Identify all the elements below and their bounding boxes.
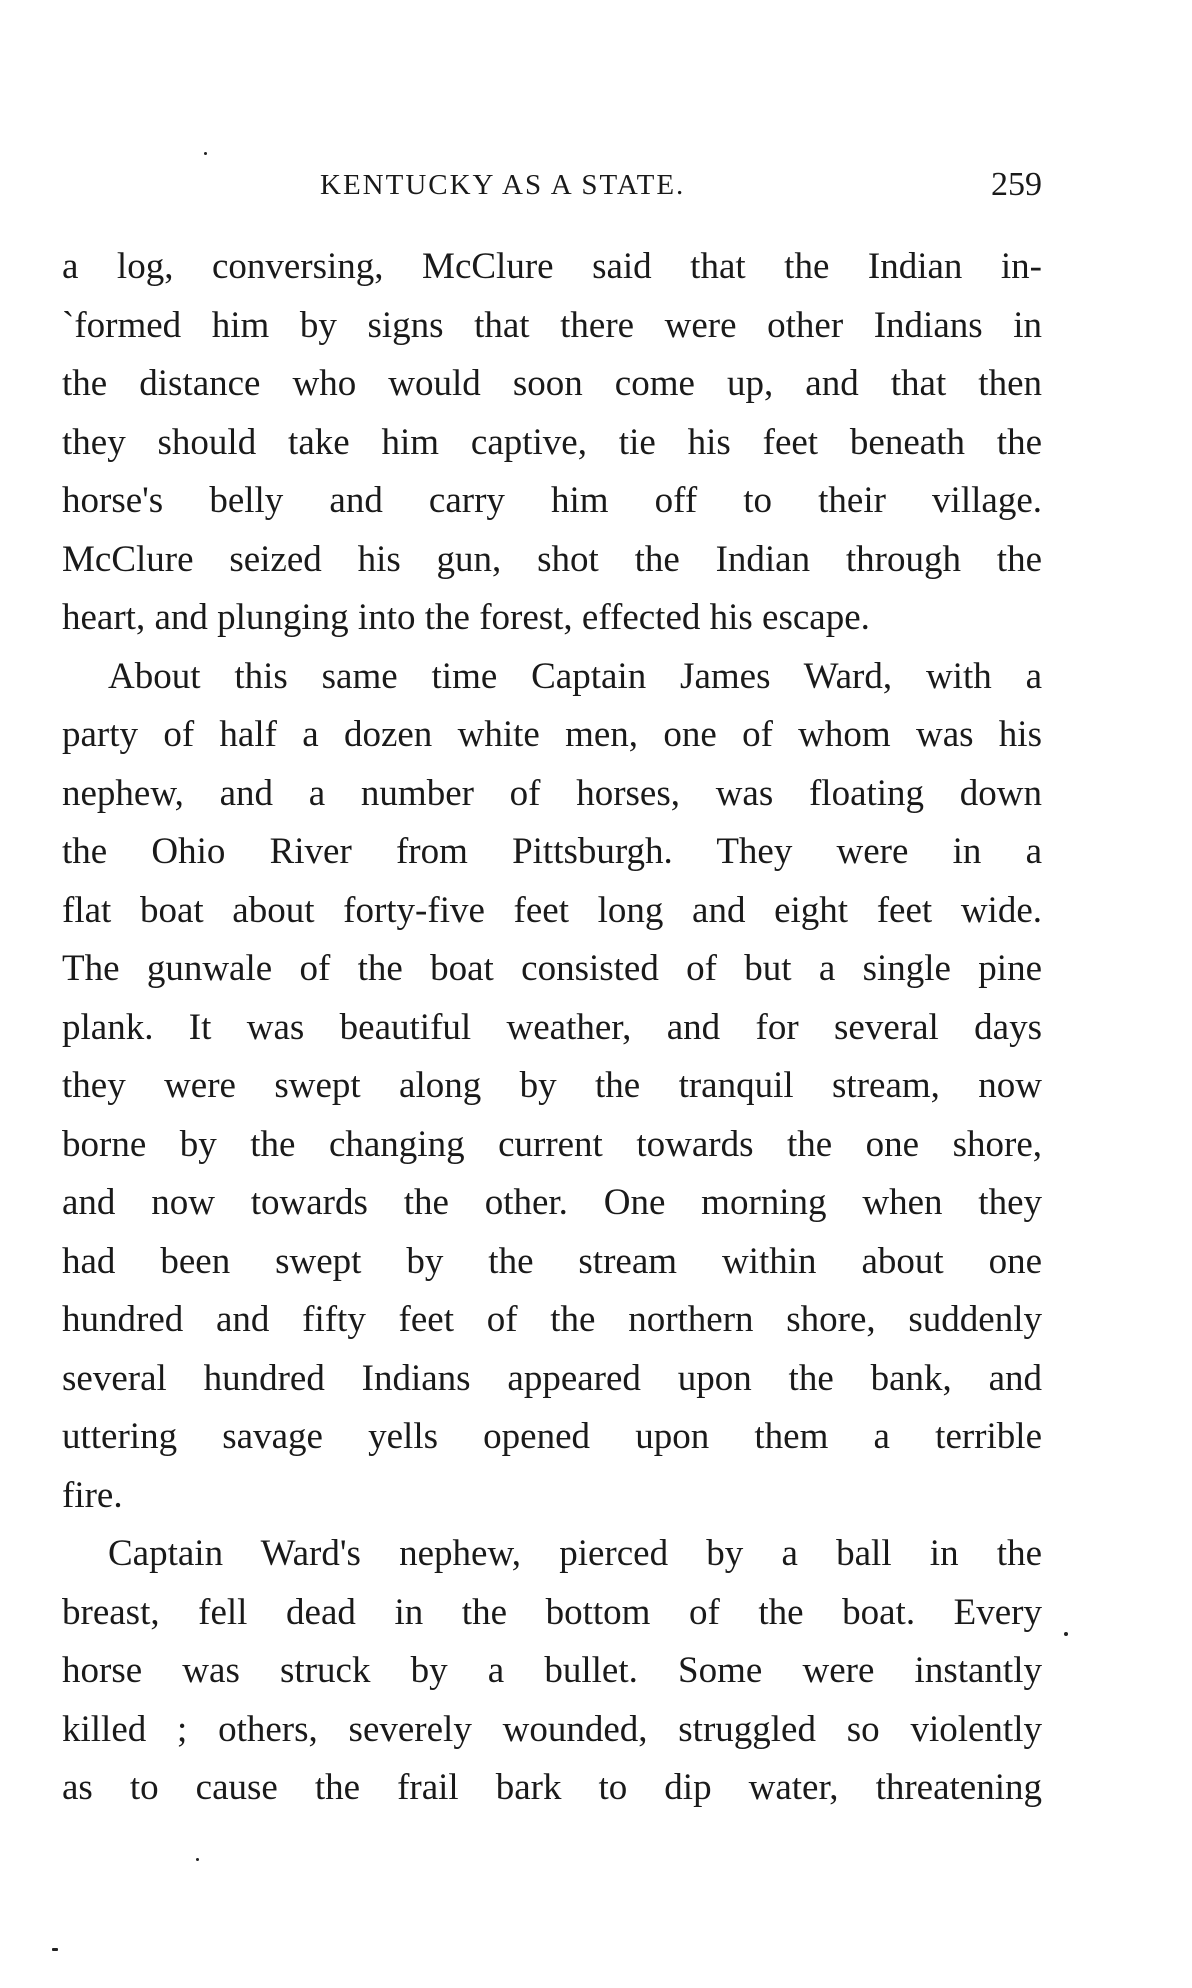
scan-speck — [52, 1948, 58, 1951]
text-line: McClure seized his gun, shot the Indian through the — [62, 538, 1042, 580]
page-number: 259 — [991, 166, 1042, 203]
paragraph-start-line: About this same time Captain James Ward, with a — [108, 655, 1042, 697]
running-head — [62, 160, 1042, 210]
text-line: flat boat about forty-five feet long and eight feet wide. — [62, 889, 1042, 931]
text-line: had been swept by the stream within about one — [62, 1240, 1042, 1282]
text-line: they were swept along by the tranquil stream, now — [62, 1065, 1042, 1106]
text-line: uttering savage yells opened upon them a terrible — [62, 1416, 1042, 1457]
text-line: the distance who would soon come up, and that then — [62, 363, 1042, 404]
scan-speck — [196, 1858, 199, 1861]
paragraph-start-line: Captain Ward's nephew, pierced by a ball in the — [108, 1533, 1042, 1574]
text-line: borne by the changing current towards the one shore, — [62, 1123, 1042, 1165]
text-line: hundred and fifty feet of the northern shore, suddenly — [62, 1299, 1042, 1340]
text-line: horse's belly and carry him off to their village. — [62, 480, 1042, 521]
text-line: nephew, and a number of horses, was floating down — [62, 772, 1042, 814]
text-line: The gunwale of the boat consisted of but a single pine — [62, 948, 1042, 989]
body-text — [62, 238, 1042, 1818]
text-line: as to cause the frail bark to dip water, threatening — [62, 1767, 1042, 1808]
text-line: and now towards the other. One morning when they — [62, 1182, 1042, 1223]
text-line: a log, conversing, McClure said that the Indian in- — [62, 246, 1042, 287]
text-line: `formed him by signs that there were other Indians in — [62, 304, 1042, 346]
text-line: killed ; others, severely wounded, struggled so violently — [62, 1708, 1042, 1750]
running-title: KENTUCKY AS A STATE. — [320, 169, 686, 201]
text-line: fire. — [62, 1474, 123, 1516]
text-line: several hundred Indians appeared upon the bank, and — [62, 1357, 1042, 1399]
text-line: heart, and plunging into the forest, effected his escape. — [62, 597, 870, 638]
text-line: horse was struck by a bullet. Some were instantly — [62, 1650, 1042, 1691]
text-line: plank. It was beautiful weather, and for several days — [62, 1006, 1042, 1048]
text-line: the Ohio River from Pittsburgh. They were in a — [62, 831, 1042, 872]
text-line: they should take him captive, tie his feet beneath the — [62, 421, 1042, 463]
text-line: party of half a dozen white men, one of whom was his — [62, 714, 1042, 755]
scan-speck — [204, 152, 207, 155]
text-line: breast, fell dead in the bottom of the boat. Every — [62, 1591, 1042, 1633]
scan-speck — [1064, 1632, 1068, 1636]
